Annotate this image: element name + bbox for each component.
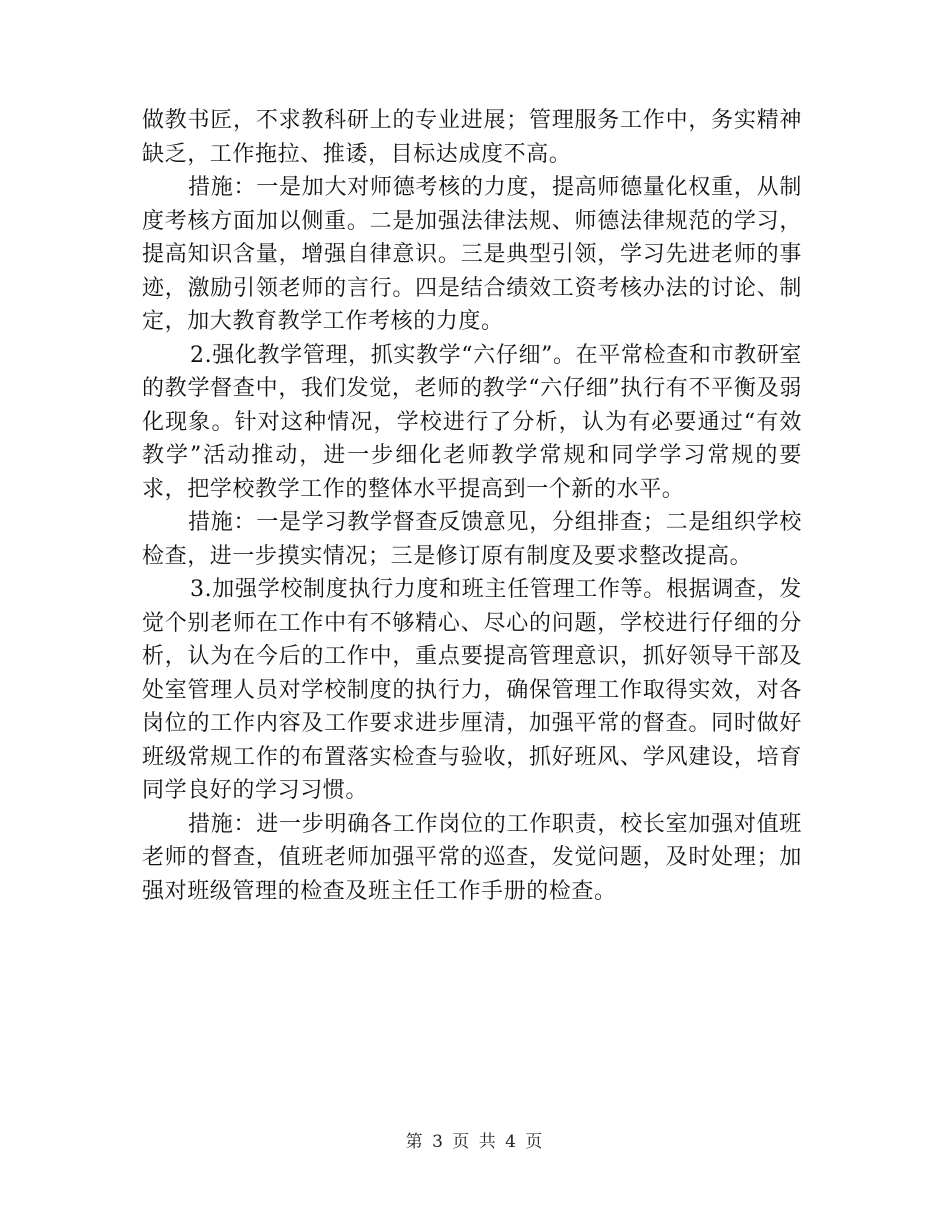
paragraph-continuation: 做教书匠，不求教科研上的专业进展；管理服务工作中，务实精神缺乏，工作拖拉、推诿，目标达成度不高。 bbox=[142, 108, 802, 167]
paragraph-measures-2: 措施：一是学习教学督查反馈意见，分组排查；二是组织学校检查，进一步摸实情况；三是修订原有制度及要求整改提高。 bbox=[142, 510, 802, 569]
paragraph-measures-1: 措施：一是加大对师德考核的力度，提高师德量化权重，从制度考核方面加以侧重。二是加强法律法规、师德法律规范的学习，提高知识含量，增强自律意识。三是典型引领，学习先进老师的事迹，激励引领老师的言行。四是结合绩效工资考核办法的讨论、制定，加大教育教学工作考核的力度。 bbox=[142, 175, 802, 334]
paragraph-item-2: 2.强化教学管理，抓实教学“六仔细”。在平常检查和市教研室的教学督查中，我们发觉，老师的教学“六仔细”执行有不平衡及弱化现象。针对这种情况，学校进行了分析，认为有必要通过“有效教学”活动推动，进一步细化老师教学常规和同学学习常规的要求，把学校教学工作的整体水平提高到一个新的水平。 bbox=[142, 342, 802, 502]
page-number-footer: 第 3 页 共 4 页 bbox=[405, 1132, 545, 1152]
paragraph-item-3: 3.加强学校制度执行力度和班主任管理工作等。根据调查，发觉个别老师在工作中有不够精心、尽心的问题，学校进行仔细的分析，认为在今后的工作中，重点要提高管理意识，抓好领导干部及处室管理人员对学校制度的执行力，确保管理工作取得实效，对各岗位的工作内容及工作要求进步厘清，加强平常的督查。同时做好班级常规工作的布置落实检查与验收，抓好班风、学风建设，培育同学良好的学习习惯。 bbox=[142, 577, 802, 803]
paragraph-measures-3: 措施：进一步明确各工作岗位的工作职责，校长室加强对值班老师的督查，值班老师加强平常的巡查，发觉问题，及时处理；加强对班级管理的检查及班主任工作手册的检查。 bbox=[142, 811, 802, 904]
document-body bbox=[142, 104, 802, 908]
